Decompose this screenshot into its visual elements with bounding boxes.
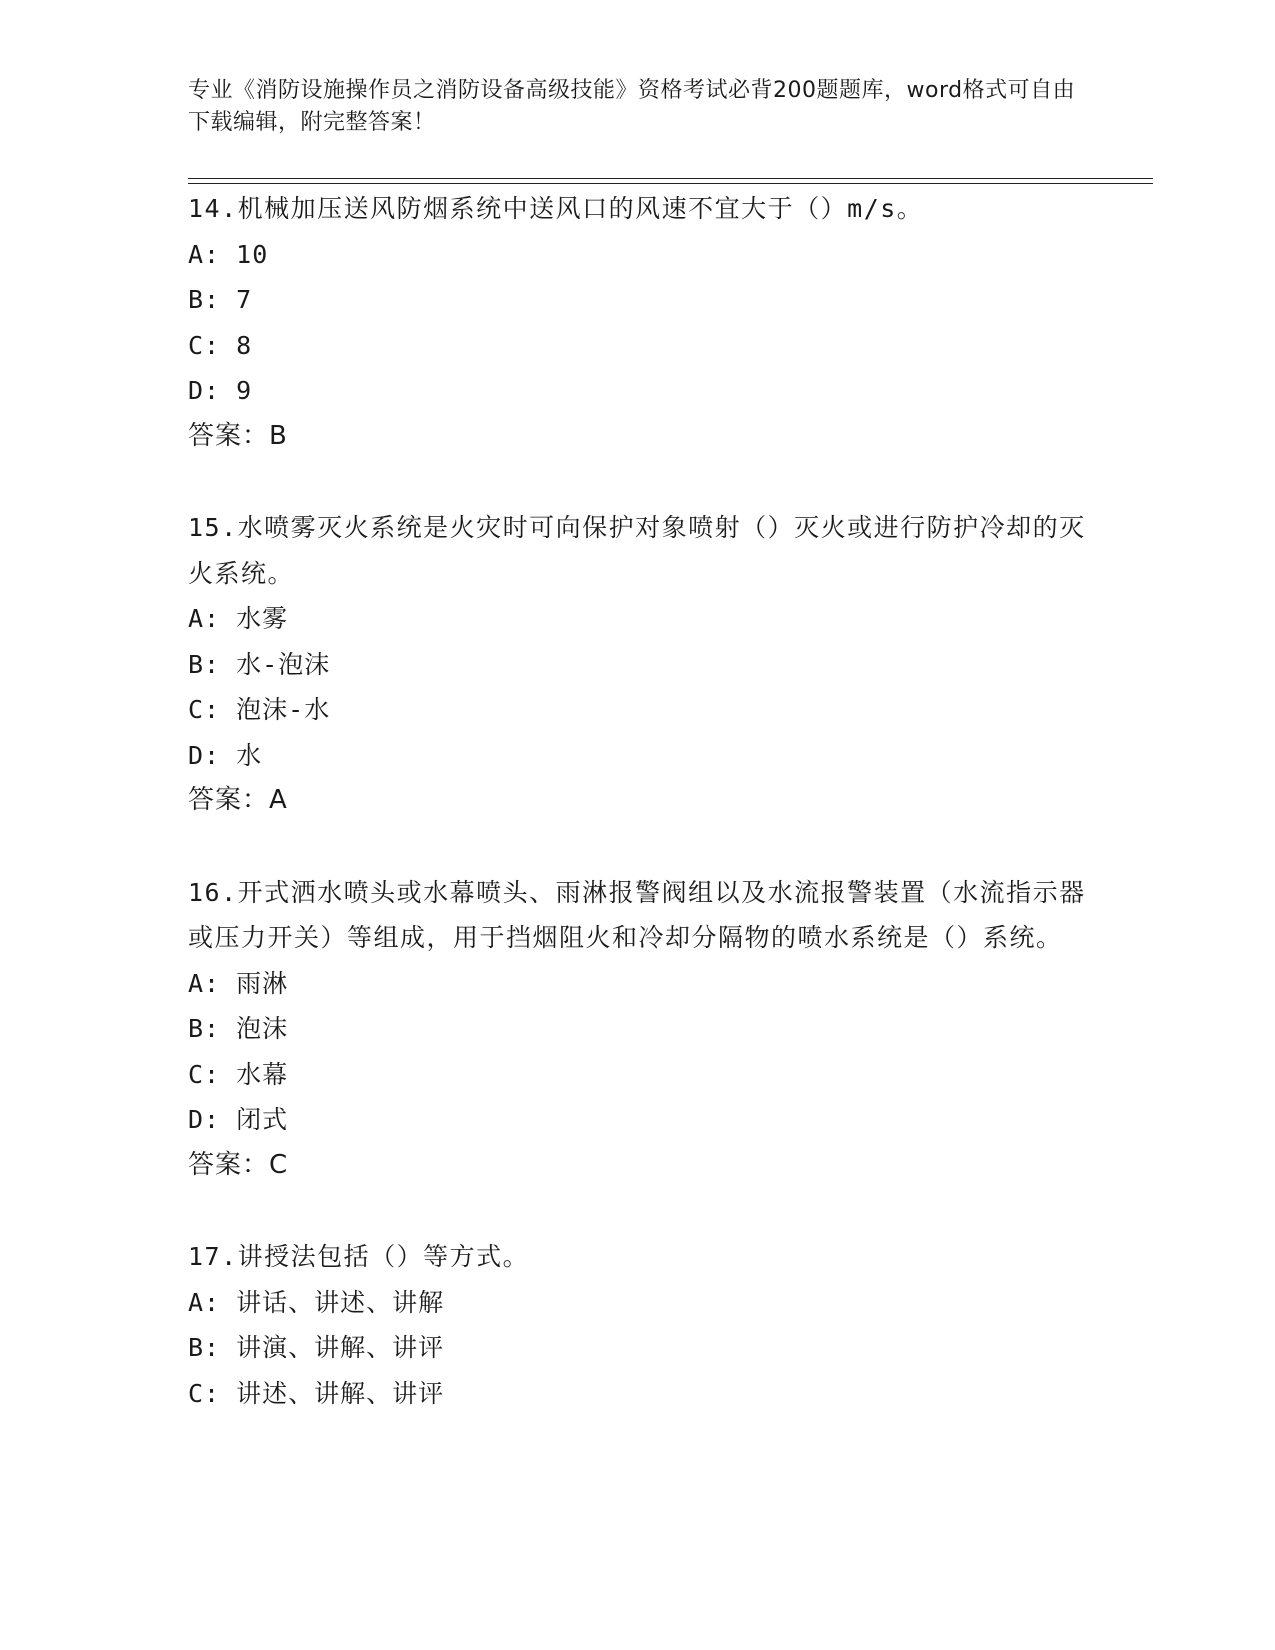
header-rule-top bbox=[188, 178, 1153, 179]
answer: 答案：A bbox=[188, 785, 288, 815]
document-header: 专业《消防设施操作员之消防设备高级技能》资格考试必背200题题库，word格式可自由下载编辑，附完整答案！ bbox=[188, 78, 1076, 135]
option-c: C: 8 bbox=[188, 330, 253, 360]
question-stem: 17.讲授法包括（）等方式。 bbox=[188, 1242, 530, 1271]
answer: 答案：B bbox=[188, 420, 288, 451]
option-d: D: 闭式 bbox=[188, 1105, 289, 1134]
option-a: A: 10 bbox=[188, 239, 269, 269]
option-b: B: 7 bbox=[188, 285, 253, 314]
option-d: D: 水 bbox=[188, 740, 263, 770]
question-stem: 15.水喷雾灭火系统是火灾时可向保护对象喷射（）灭火或进行防护冷却的灭火系统。 bbox=[188, 513, 1086, 588]
header-rule-bottom bbox=[188, 183, 1153, 184]
question-16 bbox=[188, 870, 1088, 1189]
option-a: A: 雨淋 bbox=[188, 968, 289, 998]
question-stem: 14.机械加压送风防烟系统中送风口的风速不宜大于（）m/s。 bbox=[188, 194, 924, 223]
option-d: D: 9 bbox=[188, 376, 253, 405]
question-14 bbox=[188, 186, 1088, 459]
option-c: C: 泡沫-水 bbox=[188, 695, 331, 724]
option-a: A: 讲话、讲述、讲解 bbox=[188, 1287, 445, 1317]
question-list bbox=[188, 186, 1088, 1462]
answer: 答案：C bbox=[188, 1149, 289, 1180]
question-stem: 16.开式洒水喷头或水幕喷头、雨淋报警阀组以及水流报警装置（水流指示器或压力开关）等组成，用于挡烟阻火和冷却分隔物的喷水系统是（）系统。 bbox=[188, 877, 1086, 952]
option-b: B: 讲演、讲解、讲评 bbox=[188, 1333, 445, 1362]
option-c: C: 水幕 bbox=[188, 1059, 289, 1089]
option-c: C: 讲述、讲解、讲评 bbox=[188, 1378, 445, 1408]
option-b: B: 水-泡沫 bbox=[188, 649, 331, 679]
option-b: B: 泡沫 bbox=[188, 1014, 289, 1043]
question-17 bbox=[188, 1234, 1088, 1416]
question-15 bbox=[188, 505, 1088, 824]
option-a: A: 水雾 bbox=[188, 604, 289, 633]
